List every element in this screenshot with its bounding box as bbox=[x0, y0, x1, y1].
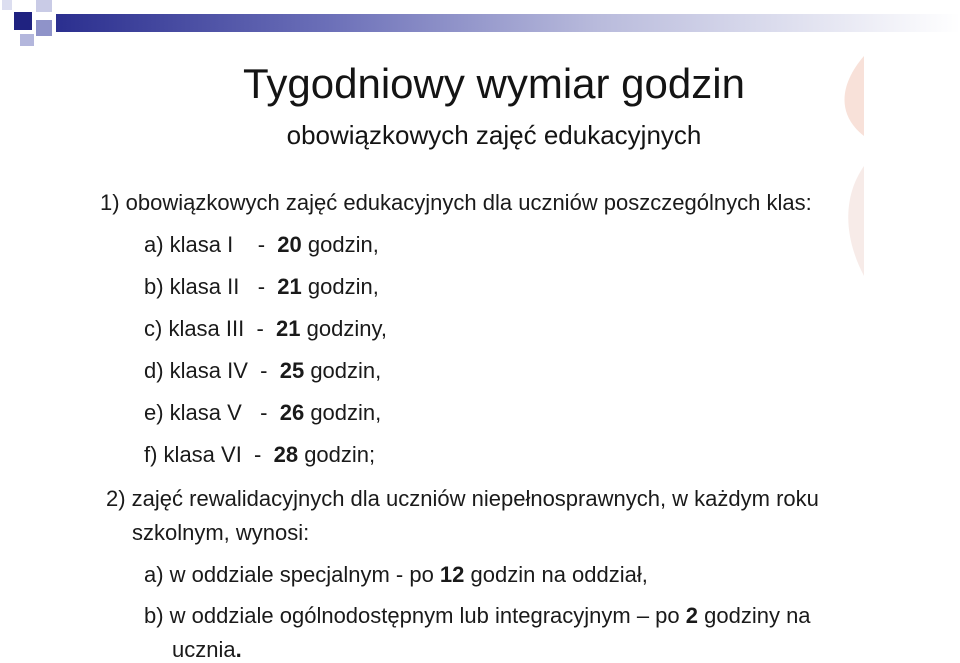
list-item: a) klasa I - 20 godzin, bbox=[144, 232, 379, 257]
list-item: b) w oddziale ogólnodostępnym lub integracyjnym – po 2 godziny na bbox=[144, 603, 811, 628]
section2-heading: 2) zajęć rewalidacyjnych dla uczniów niepełnosprawnych, w każdym roku bbox=[106, 486, 819, 511]
section2-heading-continued: szkolnym, wynosi: bbox=[132, 520, 310, 545]
decor-square bbox=[36, 0, 52, 12]
decor-square bbox=[14, 12, 32, 30]
list-item: e) klasa V - 26 godzin, bbox=[144, 400, 382, 425]
decor-square bbox=[36, 20, 52, 36]
list-item: d) klasa IV - 25 godzin, bbox=[144, 358, 382, 383]
page-title: Tygodniowy wymiar godzin bbox=[243, 60, 745, 107]
header-decoration bbox=[0, 0, 960, 46]
decor-square bbox=[2, 0, 12, 10]
decor-square bbox=[20, 34, 34, 46]
list-item: f) klasa VI - 28 godzin; bbox=[144, 442, 376, 467]
page-subtitle: obowiązkowych zajęć edukacyjnych bbox=[286, 120, 702, 150]
list-item-continued: ucznia. bbox=[172, 637, 242, 662]
header-gradient-bar bbox=[56, 14, 960, 32]
section1-heading: 1) obowiązkowych zajęć edukacyjnych dla uczniów poszczególnych klas: bbox=[100, 190, 812, 215]
list-item: b) klasa II - 21 godzin, bbox=[144, 274, 379, 299]
list-item: c) klasa III - 21 godziny, bbox=[144, 316, 387, 341]
list-item: a) w oddziale specjalnym - po 12 godzin na oddział, bbox=[144, 562, 648, 587]
